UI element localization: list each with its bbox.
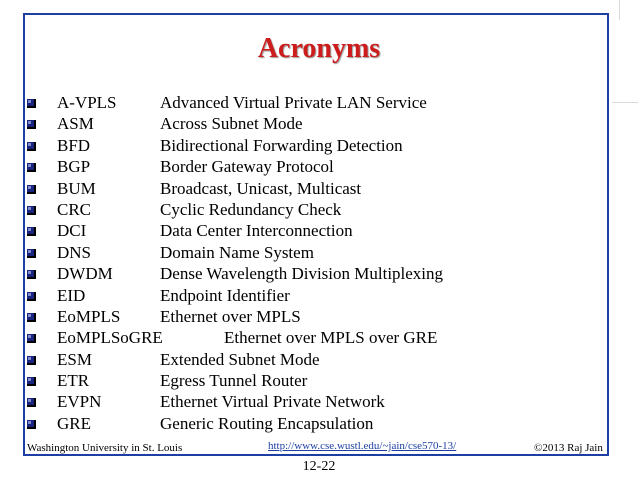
square-bullet-icon <box>27 356 36 365</box>
acronym: EoMPLS <box>57 306 121 326</box>
square-bullet-icon <box>27 99 36 108</box>
acronym-definition: Broadcast, Unicast, Multicast <box>160 178 362 198</box>
acronym-definition: Data Center Interconnection <box>160 221 353 241</box>
acronym: A-VPLS <box>57 93 117 112</box>
acronym: EID <box>57 285 86 305</box>
acronym: CRC <box>57 199 92 219</box>
acronym-definition: Across Subnet Mode <box>160 114 303 134</box>
acronym: GRE <box>57 413 91 433</box>
acronym-definition: Advanced Virtual Private LAN Service <box>160 93 427 112</box>
square-bullet-icon <box>27 292 36 301</box>
square-bullet-icon <box>27 185 36 194</box>
square-bullet-icon <box>27 334 36 343</box>
square-bullet-icon <box>27 227 36 236</box>
acronym: DCI <box>57 221 87 241</box>
acronym: DWDM <box>57 264 113 284</box>
acronym: BUM <box>57 178 96 198</box>
page-number: 12-22 <box>302 459 336 474</box>
square-bullet-icon <box>27 270 36 279</box>
acronym-definition: Dense Wavelength Division Multiplexing <box>160 264 444 284</box>
acronym-definition: Extended Subnet Mode <box>160 349 320 369</box>
acronym: BGP <box>57 157 91 177</box>
acronym: ETR <box>57 371 90 391</box>
acronym-definition: Border Gateway Protocol <box>160 157 334 177</box>
divider <box>619 0 620 20</box>
footer-link[interactable]: http://www.cse.wustl.edu/~jain/cse570-13/ <box>268 440 457 452</box>
acronym: BFD <box>57 135 91 155</box>
acronym: EoMPLSoGRE <box>57 328 163 348</box>
acronym-definition: Egress Tunnel Router <box>160 371 308 391</box>
acronym: ESM <box>57 349 92 369</box>
acronym-definition: Ethernet over MPLS over GRE <box>224 328 438 348</box>
square-bullet-icon <box>27 206 36 215</box>
acronym-definition: Ethernet over MPLS <box>160 306 301 326</box>
acronym-definition: Bidirectional Forwarding Detection <box>160 135 403 155</box>
square-bullet-icon <box>27 313 36 322</box>
acronym-definition: Cyclic Redundancy Check <box>160 199 342 219</box>
footer-copyright: ©2013 Raj Jain <box>534 442 603 454</box>
acronym: DNS <box>57 242 92 262</box>
square-bullet-icon <box>27 142 36 151</box>
acronym: EVPN <box>57 392 102 412</box>
square-bullet-icon <box>27 249 36 258</box>
acronym-definition: Endpoint Identifier <box>160 285 290 305</box>
square-bullet-icon <box>27 163 36 172</box>
divider <box>612 102 638 103</box>
square-bullet-icon <box>27 377 36 386</box>
acronym: ASM <box>57 114 94 134</box>
square-bullet-icon <box>27 120 36 129</box>
slide-title: Acronyms <box>257 33 381 64</box>
square-bullet-icon <box>27 398 36 407</box>
acronym-definition: Generic Routing Encapsulation <box>160 413 374 433</box>
acronym-definition: Ethernet Virtual Private Network <box>160 392 385 412</box>
acronym-definition: Domain Name System <box>160 242 314 262</box>
footer-institution: Washington University in St. Louis <box>27 442 183 454</box>
square-bullet-icon <box>27 420 36 429</box>
